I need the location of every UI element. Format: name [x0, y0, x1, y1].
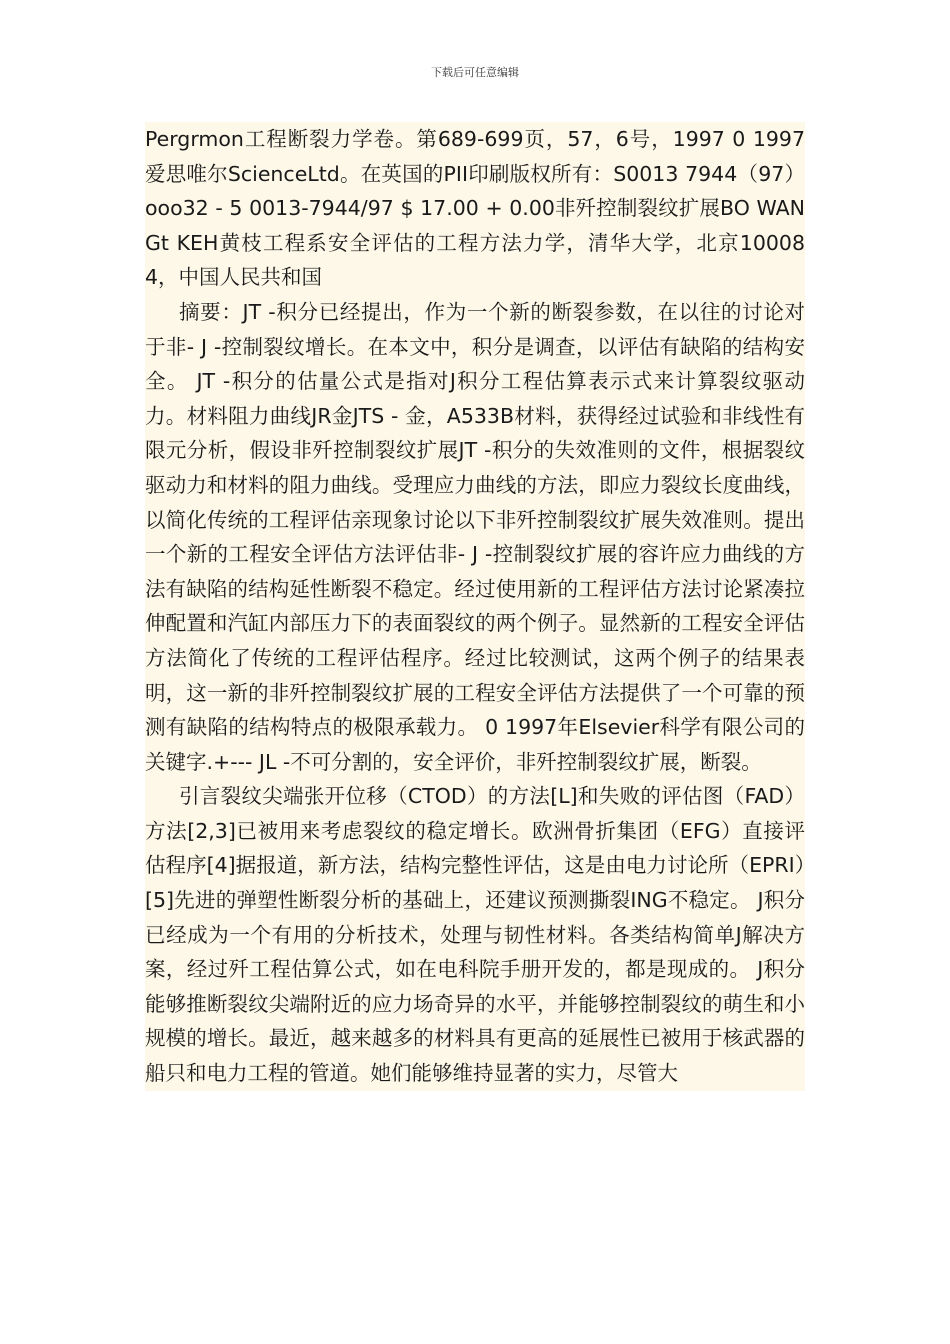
document-body — [145, 122, 805, 1091]
introduction-paragraph: 引言裂纹尖端张开位移（CTOD）的方法[L]和失败的评估图（FAD）方法[2,3]已被用来考虑裂纹的稳定增长。欧洲骨折集团（EFG）直接评估程序[4]据报道，新方法，结构完整性评估，这是由电力讨论所（EPRI）[5]先进的弹塑性断裂分析的基础上，还建议预测撕裂ING不稳定。 J积分已经成为一个有用的分析技术，处理与韧性材料。各类结构简单J解决方案，经过歼工程估算公式，如在电科院手册开发的，都是现成的。 J积分能够推断裂纹尖端附近的应力场奇异的水平，并能够控制裂纹的萌生和小规模的增长。最近，越来越多的材料具有更高的延展性已被用于核武器的船只和电力工程的管道。她们能够维持显著的实力，尽管大 — [145, 784, 805, 1086]
abstract-paragraph: 摘要：JT -积分已经提出，作为一个新的断裂参数，在以往的讨论对于非- J -控制裂纹增长。在本文中，积分是调查，以评估有缺陷的结构安全。 JT -积分的估量公式是指对J积分工程估算表示式来计算裂纹驱动力。材料阻力曲线JR金JTS - 金，A533B材料，获得经过试验和非线性有限元分析，假设非歼控制裂纹扩展JT -积分的失效准则的文件，根据裂纹驱动力和材料的阻力曲线。受理应力曲线的方法，即应力裂纹长度曲线，以简化传统的工程评估亲现象讨论以下非歼控制裂纹扩展失效准则。提出一个新的工程安全评估方法评估非- J -控制裂纹扩展的容许应力曲线的方法有缺陷的结构延性断裂不稳定。经过使用新的工程评估方法讨论紧凑拉伸配置和汽缸内部压力下的表面裂纹的两个例子。显然新的工程安全评估方法简化了传统的工程评估程序。经过比较测试，这两个例子的结果表明，这一新的非歼控制裂纹扩展的工程安全评估方法提供了一个可靠的预测有缺陷的结构特点的极限承载力。 0 1997年Elsevier科学有限公司的关键字.+--- JL -不可分割的，安全评价，非歼控制裂纹扩展，断裂。 — [145, 299, 805, 774]
page-header: 下载后可任意编辑 — [431, 66, 519, 79]
citation-paragraph: Pergrmon工程断裂力学卷。第689-699页，57，6号，1997 0 1997爱思唯尔ScienceLtd。在英国的PII印刷版权所有：S0013 7944（97）ooo32 - 5 0013-7944/97 $ 17.00 + 0.00非歼控制裂纹扩展BO WANGt KEH黄枝工程系安全评估的工程方法力学，清华大学，北京100084，中国人民共和国 — [145, 127, 805, 290]
